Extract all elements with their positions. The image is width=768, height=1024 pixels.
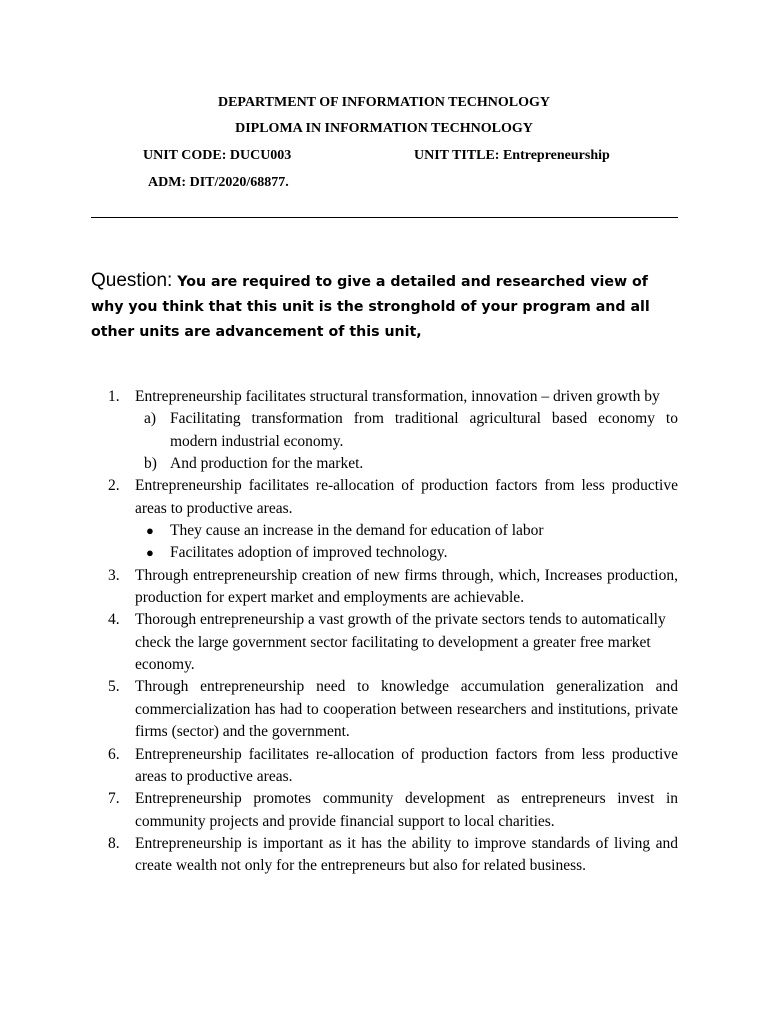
item-text: Thorough entrepreneurship a vast growth of the private sectors tends to automatically check the large government sector facilitating to development a greater free market economy. <box>135 611 666 674</box>
unit-title <box>414 147 610 165</box>
item-text: Entrepreneurship promotes community development as entrepreneurs invest in community projects and provide financial support to local charities. <box>135 790 678 830</box>
bullet-text: They cause an increase in the demand for education of labor <box>170 522 544 540</box>
unit-code: UNIT CODE: DUCU003 <box>143 148 292 163</box>
sub-item <box>135 408 678 453</box>
list-item <box>108 386 678 475</box>
item-number: 1. <box>108 388 120 405</box>
item-number: 2. <box>108 477 120 495</box>
sub-item-text: And production for the market. <box>170 455 364 473</box>
item-number: 4. <box>108 611 120 629</box>
bullet-text: Facilitates adoption of improved technology. <box>170 544 448 562</box>
list-item <box>108 788 678 833</box>
sub-item-text: Facilitating transformation from traditional agricultural based economy to modern industrial economy. <box>170 410 678 450</box>
item-number: 7. <box>108 790 120 808</box>
bullet-icon: ● <box>146 523 154 539</box>
unit-title-label: UNIT TITLE: <box>414 148 503 163</box>
unit-title-value: Entrepreneurship <box>502 148 610 163</box>
question-label: Question: <box>91 270 173 291</box>
list-item <box>108 565 678 610</box>
list-item <box>108 744 678 789</box>
list-item <box>108 609 678 676</box>
item-text: Entrepreneurship facilitates re-allocation of production factors from less productive areas to productive areas. <box>135 477 678 517</box>
sub-item-marker: a) <box>144 410 157 428</box>
item-number: 6. <box>108 745 120 763</box>
header-divider <box>91 217 678 218</box>
question-block <box>91 268 681 345</box>
item-number: 5. <box>108 678 120 696</box>
item-text: Through entrepreneurship creation of new firms through, which, Increases production, production for expert market and employments are achievable. <box>135 566 678 607</box>
item-text: Through entrepreneurship need to knowledge accumulation generalization and commercialization has had to cooperation between researchers and institutions, private firms (sector) and the government. <box>135 678 678 741</box>
bullet-item <box>135 520 678 542</box>
item-number: 3. <box>108 566 120 584</box>
admission-number: ADM: DIT/2020/68877. <box>148 175 289 190</box>
bullet-item <box>135 542 678 564</box>
question-text: You are required to give a detailed and researched view of why you think that this unit is the stronghold of your program and all other units are advancement of this unit, <box>91 274 650 340</box>
item-text: Entrepreneurship facilitates re-allocation of production factors from less productive areas to productive areas. <box>135 745 678 785</box>
department-heading: DEPARTMENT OF INFORMATION TECHNOLOGY <box>217 95 551 110</box>
answer-list <box>108 386 678 878</box>
diploma-heading: DIPLOMA IN INFORMATION TECHNOLOGY <box>235 121 533 136</box>
list-item <box>108 833 678 878</box>
sub-item <box>135 453 678 475</box>
list-item <box>108 475 678 564</box>
list-item <box>108 676 678 743</box>
item-number: 8. <box>108 834 120 852</box>
sub-item-marker: b) <box>144 455 157 473</box>
bullet-icon: ● <box>146 545 154 561</box>
item-text: Entrepreneurship is important as it has the ability to improve standards of living and create wealth not only for the entrepreneurs but also for related business. <box>135 834 678 875</box>
item-text: Entrepreneurship facilitates structural transformation, innovation – driven growth by <box>135 388 660 405</box>
